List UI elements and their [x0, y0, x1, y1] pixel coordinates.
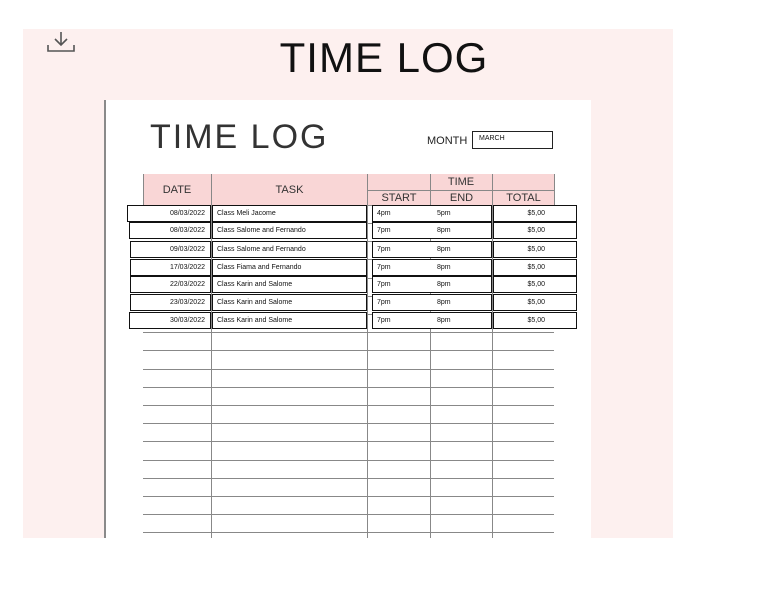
task-cell[interactable]: Class Karin and Salome — [212, 276, 367, 293]
grid-row-line — [368, 190, 554, 191]
task-cell[interactable]: Class Karin and Salome — [212, 312, 367, 329]
date-cell[interactable]: 22/03/2022 — [130, 276, 211, 293]
grid-column-line — [367, 174, 368, 538]
total-cell[interactable]: $5,00 — [493, 241, 577, 258]
grid-column-line — [143, 174, 144, 205]
total-cell[interactable]: $5,00 — [493, 259, 577, 276]
header-date: DATE — [143, 174, 211, 205]
grid-column-line — [554, 174, 555, 205]
task-cell[interactable]: Class Salome and Fernando — [212, 222, 367, 239]
page-title: TIME LOG — [279, 34, 489, 81]
grid-row-line — [143, 441, 554, 442]
grid-row-line — [143, 423, 554, 424]
header-time: TIME — [368, 174, 554, 190]
task-cell[interactable]: Class Fiama and Fernando — [212, 259, 367, 276]
grid-row-line — [143, 532, 554, 533]
end-cell[interactable]: 8pm — [437, 317, 451, 324]
total-cell[interactable]: $5,00 — [493, 294, 577, 311]
date-cell[interactable]: 08/03/2022 — [127, 205, 211, 222]
total-cell[interactable]: $5,00 — [493, 312, 577, 329]
end-cell[interactable]: 5pm — [437, 210, 451, 217]
date-cell[interactable]: 08/03/2022 — [129, 222, 211, 239]
grid-row-line — [143, 460, 554, 461]
task-cell[interactable]: Class Meli Jacome — [212, 205, 367, 222]
total-cell[interactable]: $5,00 — [493, 205, 577, 222]
end-cell[interactable]: 8pm — [437, 264, 451, 271]
total-cell[interactable]: $5,00 — [493, 222, 577, 239]
date-cell[interactable]: 09/03/2022 — [130, 241, 211, 258]
grid-row-line — [143, 332, 554, 333]
month-field[interactable]: MARCH — [472, 131, 553, 149]
grid-row-line — [143, 350, 554, 351]
date-cell[interactable]: 23/03/2022 — [130, 294, 211, 311]
end-cell[interactable]: 8pm — [437, 299, 451, 306]
grid-row-line — [143, 405, 554, 406]
total-cell[interactable]: $5,00 — [493, 276, 577, 293]
start-cell[interactable]: 7pm — [372, 312, 492, 329]
grid-row-line — [143, 478, 554, 479]
grid-row-line — [143, 387, 554, 388]
start-cell[interactable]: 7pm — [372, 276, 492, 293]
start-cell[interactable]: 7pm — [372, 259, 492, 276]
date-cell[interactable]: 17/03/2022 — [130, 259, 211, 276]
header-end: END — [431, 191, 492, 205]
month-label: MONTH — [427, 135, 468, 147]
header-start: START — [368, 191, 430, 205]
sheet-title: TIME LOG — [150, 118, 329, 156]
end-cell[interactable]: 8pm — [437, 281, 451, 288]
grid-row-line — [143, 496, 554, 497]
task-cell[interactable]: Class Karin and Salome — [212, 294, 367, 311]
date-cell[interactable]: 30/03/2022 — [129, 312, 211, 329]
header-total: TOTAL — [493, 191, 554, 205]
start-cell[interactable]: 7pm — [372, 222, 492, 239]
start-cell[interactable]: 4pm — [372, 205, 492, 222]
grid-row-line — [143, 514, 554, 515]
start-cell[interactable]: 7pm — [372, 241, 492, 258]
grid-row-line — [143, 369, 554, 370]
header-task: TASK — [212, 174, 367, 205]
start-cell[interactable]: 7pm — [372, 294, 492, 311]
task-cell[interactable]: Class Salome and Fernando — [212, 241, 367, 258]
end-cell[interactable]: 8pm — [437, 246, 451, 253]
end-cell[interactable]: 8pm — [437, 227, 451, 234]
